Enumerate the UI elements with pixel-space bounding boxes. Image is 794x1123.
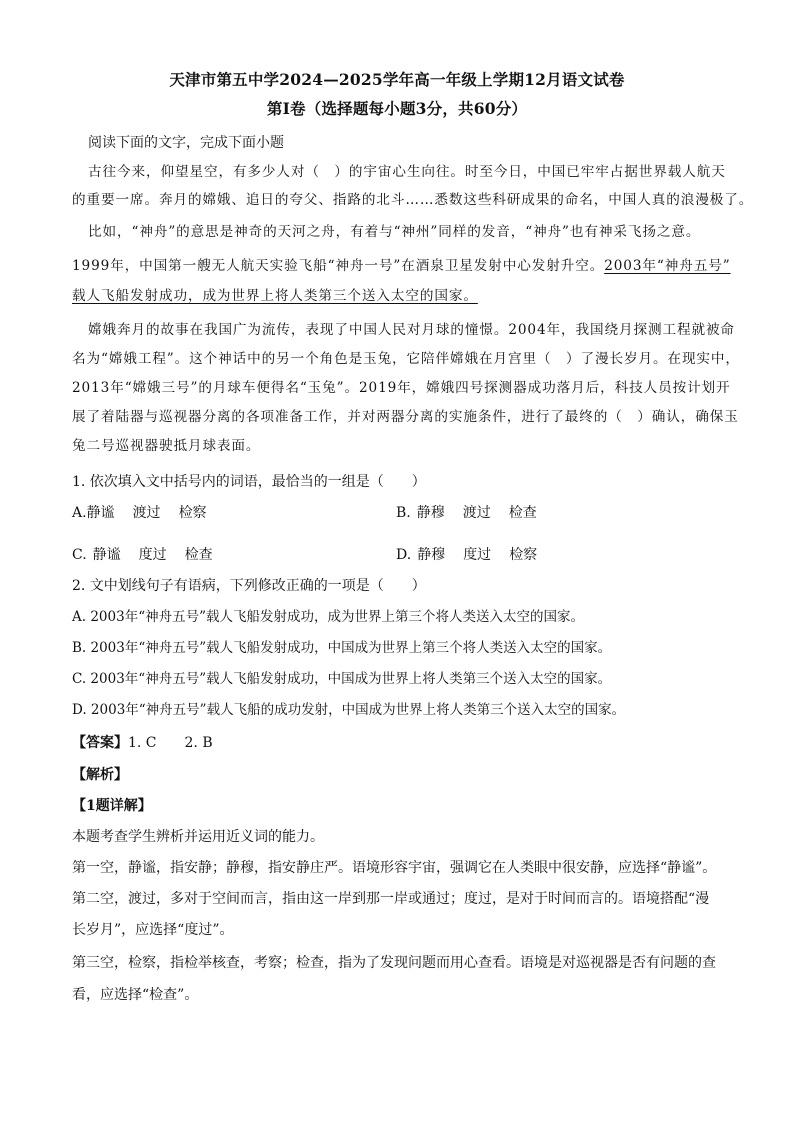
question-2-stem: 2. 文中划线句子有语病，下列修改正确的一项是（ ） xyxy=(72,578,426,594)
option-word: 度过 xyxy=(463,547,492,563)
option-label: D. xyxy=(396,547,412,563)
option-word: 检察 xyxy=(178,505,207,521)
passage-line xyxy=(72,256,731,276)
option-word: 检察 xyxy=(509,547,538,563)
passage-line: 的重要一席。奔月的嫦娥、追日的夸父、指路的北斗……悉数这些科研成果的命名，中国人真的浪漫极了。 xyxy=(72,192,754,208)
q2-option-b: B. 2003年“神舟五号”载人飞船发射成功，中国成为世界上第三个将人类送入太空的国家。 xyxy=(72,640,612,656)
question-1-stem: 1. 依次填入文中括号内的词语，最恰当的一组是（ ） xyxy=(72,474,426,490)
passage-line: 古往今来，仰望星空，有多少人对（ ）的宇宙心生向往。时至今日，中国已牢牢占据世界载人航天 xyxy=(88,164,726,180)
analysis-line: 长岁月”，应选择“度过”。 xyxy=(72,922,234,938)
option-word: 渡过 xyxy=(462,505,491,521)
option-word: 静穆 xyxy=(416,505,445,521)
option-word: 渡过 xyxy=(132,505,161,521)
underlined-sentence: 载人飞船发射成功，成为世界上将人类第三个送入太空的国家。 xyxy=(72,288,478,304)
exam-title: 天津市第五中学2024—2025学年高一年级上学期12月语文试卷 xyxy=(169,70,625,89)
q1-option-c xyxy=(72,545,231,565)
option-word: 静谧 xyxy=(86,505,115,521)
passage-line: 2013年“嫦娥三号”的月球车便得名“玉兔”。2019年，嫦娥四号探测器成功落月后，科技人员按计划开 xyxy=(72,380,731,396)
analysis-line: 第二空，渡过，多对于空间而言，指由这一岸到那一岸或通过；度过，是对于时间而言的。语境搭配“漫 xyxy=(72,891,710,907)
analysis-line: 本题考查学生辨析并运用近义词的能力。 xyxy=(72,829,324,845)
option-label: A. xyxy=(72,505,87,521)
section-subtitle: 第Ⅰ卷（选择题每小题3分，共60分） xyxy=(266,99,528,118)
analysis-line: 第三空，检察，指检举核查，考察；检查，指为了发现问题而用心查看。语境是对巡视器是否有问题的查 xyxy=(72,955,716,971)
q1-option-b xyxy=(396,503,555,523)
option-label: B. xyxy=(396,505,411,521)
option-label: C. xyxy=(72,547,87,563)
option-word: 检查 xyxy=(184,547,213,563)
passage-line: 嫦娥奔月的故事在我国广为流传，表现了中国人民对月球的憧憬。2004年，我国绕月探测工程就被命 xyxy=(88,322,735,338)
q2-option-c: C. 2003年“神舟五号”载人飞船发射成功，中国成为世界上将人类第三个送入太空的国家。 xyxy=(72,671,612,687)
option-word: 检查 xyxy=(508,505,537,521)
q2-option-d: D. 2003年“神舟五号”载人飞船的成功发射，中国成为世界上将人类第三个送入太空的国家。 xyxy=(72,702,626,718)
passage-line: 名为“嫦娥工程”。这个神话中的另一个角色是玉兔，它陪伴嫦娥在月宫里（ ）了漫长岁月。在现实中， xyxy=(72,351,740,367)
q1-option-d xyxy=(396,545,555,565)
analysis-label: 【解析】 xyxy=(72,767,128,783)
reading-instruction: 阅读下面的文字，完成下面小题 xyxy=(88,135,284,151)
passage-line: 兔二号巡视器驶抵月球表面。 xyxy=(72,438,261,454)
passage-line: 比如，“神舟”的意思是神奇的天河之舟，有着与“神州”同样的发音，“神舟”也有神采飞扬之意。 xyxy=(88,224,701,240)
passage-line: 展了着陆器与巡视器分离的各项准备工作，并对两器分离的实施条件，进行了最终的（ ）确认，确保玉 xyxy=(72,409,739,425)
underlined-sentence: 2003年“神舟五号” xyxy=(604,258,731,274)
option-word: 静谧 xyxy=(92,547,121,563)
analysis-line: 第一空，静谧，指安静；静穆，指安静庄严。语境形容宇宙，强调它在人类眼中很安静，应选择“静谧”。 xyxy=(72,860,717,876)
analysis-line: 看，应选择“检查”。 xyxy=(72,987,199,1003)
answer-text: 1. C 2. B xyxy=(128,735,213,751)
answer-label: 【答案】 xyxy=(72,735,128,751)
passage-text: 1999年，中国第一艘无人航天实验飞船“神舟一号”在酒泉卫星发射中心发射升空。 xyxy=(72,258,605,274)
option-word: 静穆 xyxy=(417,547,446,563)
answer-line xyxy=(72,733,213,753)
detail-label: 【1题详解】 xyxy=(72,798,152,814)
q2-option-a: A. 2003年“神舟五号”载人飞船发射成功，成为世界上第三个将人类送入太空的国家。 xyxy=(72,609,584,625)
option-word: 度过 xyxy=(138,547,167,563)
q1-option-a xyxy=(72,503,225,523)
